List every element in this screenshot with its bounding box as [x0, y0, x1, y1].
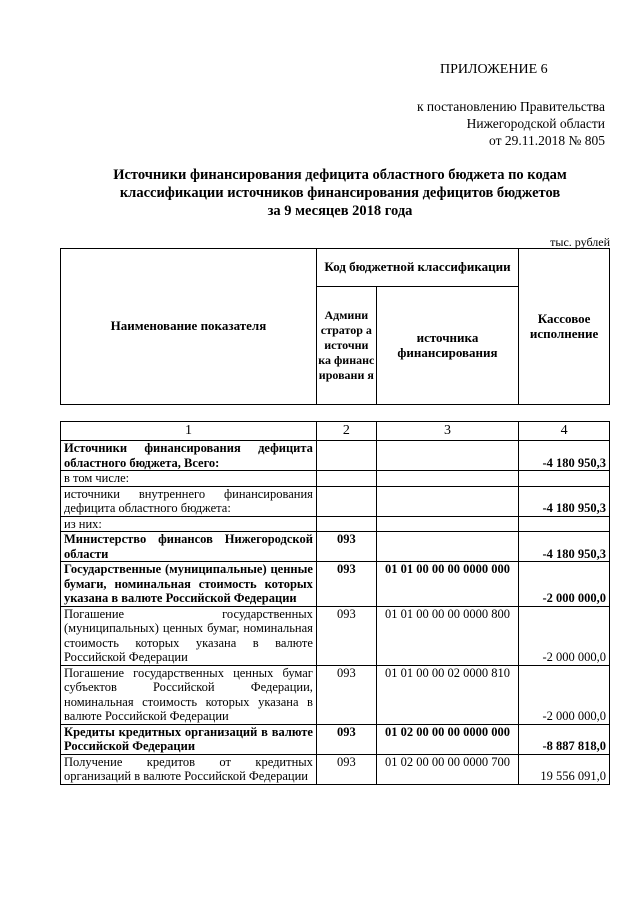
header-budget-code: Код бюджетной классификации [316, 249, 518, 287]
decree-line-2: Нижегородской области [466, 116, 605, 131]
row-code: 01 01 00 00 02 0000 810 [376, 665, 518, 724]
row-name: Получение кредитов от кредитных организаций в валюте Российской Федерации [61, 754, 317, 784]
column-numbers-row [61, 422, 610, 441]
table-row [61, 562, 610, 607]
table-row [61, 441, 610, 471]
row-code: 01 01 00 00 00 0000 000 [376, 562, 518, 607]
row-admin [316, 516, 376, 532]
row-amount: 19 556 091,0 [519, 754, 610, 784]
row-name: Государственные (муниципальные) ценные бумаги, номинальная стоимость которых указана в валюте Российской Федерации [61, 562, 317, 607]
table-header [60, 248, 610, 405]
row-name: в том числе: [61, 471, 317, 487]
row-admin [316, 441, 376, 471]
table-row [61, 754, 610, 784]
table-row [61, 665, 610, 724]
row-amount: -2 000 000,0 [519, 562, 610, 607]
column-number: 1 [61, 422, 317, 441]
decree-line-3: от 29.11.2018 № 805 [489, 133, 605, 148]
row-name: Погашение государственных (муниципальных) ценных бумаг, номинальная стоимость которых указана в валюте Российской Федерации [61, 606, 317, 665]
table-row [61, 471, 610, 487]
row-name: Погашение государственных ценных бумаг субъектов Российской Федерации, номинальная стоимость которых указана в валюте Российской Федерации [61, 665, 317, 724]
table-row [61, 486, 610, 516]
decree-line-1: к постановлению Правительства [416, 99, 605, 114]
column-number: 3 [376, 422, 518, 441]
row-code [376, 516, 518, 532]
row-admin: 093 [316, 606, 376, 665]
row-code: 01 01 00 00 00 0000 800 [376, 606, 518, 665]
title-line-1: Источники финансирования дефицита областного бюджета по кодам [113, 167, 567, 183]
row-admin: 093 [316, 665, 376, 724]
appendix-label: ПРИЛОЖЕНИЕ 6 [440, 62, 548, 77]
row-amount: -4 180 950,3 [519, 532, 610, 562]
row-admin: 093 [316, 754, 376, 784]
units-label: тыс. рублей [550, 235, 610, 249]
row-admin [316, 471, 376, 487]
header-name: Наименование показателя [61, 249, 317, 405]
sources-table [60, 421, 610, 785]
row-admin [316, 486, 376, 516]
row-name: из них: [61, 516, 317, 532]
table-row [61, 532, 610, 562]
row-code: 01 02 00 00 00 0000 700 [376, 754, 518, 784]
row-code [376, 441, 518, 471]
column-number: 2 [316, 422, 376, 441]
row-admin: 093 [316, 562, 376, 607]
row-code [376, 532, 518, 562]
row-code [376, 471, 518, 487]
header-execution: Кассовое исполнение [519, 249, 610, 405]
row-name: Кредиты кредитных организаций в валюте Российской Федерации [61, 724, 317, 754]
row-amount: -4 180 950,3 [519, 441, 610, 471]
row-name: источники внутреннего финансирования дефицита областного бюджета: [61, 486, 317, 516]
row-amount: -8 887 818,0 [519, 724, 610, 754]
title-line-2: классификации источников финансирования дефицитов бюджетов [119, 185, 561, 201]
row-amount: -4 180 950,3 [519, 486, 610, 516]
title-line-3: за 9 месяцев 2018 года [267, 203, 413, 219]
decree-reference [360, 98, 605, 149]
column-number: 4 [519, 422, 610, 441]
document-title [60, 166, 620, 220]
row-amount [519, 516, 610, 532]
header-source: источника финансирования [376, 287, 518, 405]
header-administrator: Админи стратор а источни ка финанс ировани я [316, 287, 376, 405]
row-amount: -2 000 000,0 [519, 665, 610, 724]
row-admin: 093 [316, 532, 376, 562]
table-row [61, 606, 610, 665]
row-admin: 093 [316, 724, 376, 754]
table-row [61, 516, 610, 532]
row-name: Министерство финансов Нижегородской области [61, 532, 317, 562]
table-row [61, 724, 610, 754]
row-name: Источники финансирования дефицита областного бюджета, Всего: [61, 441, 317, 471]
row-code [376, 486, 518, 516]
row-amount [519, 471, 610, 487]
row-amount: -2 000 000,0 [519, 606, 610, 665]
row-code: 01 02 00 00 00 0000 000 [376, 724, 518, 754]
